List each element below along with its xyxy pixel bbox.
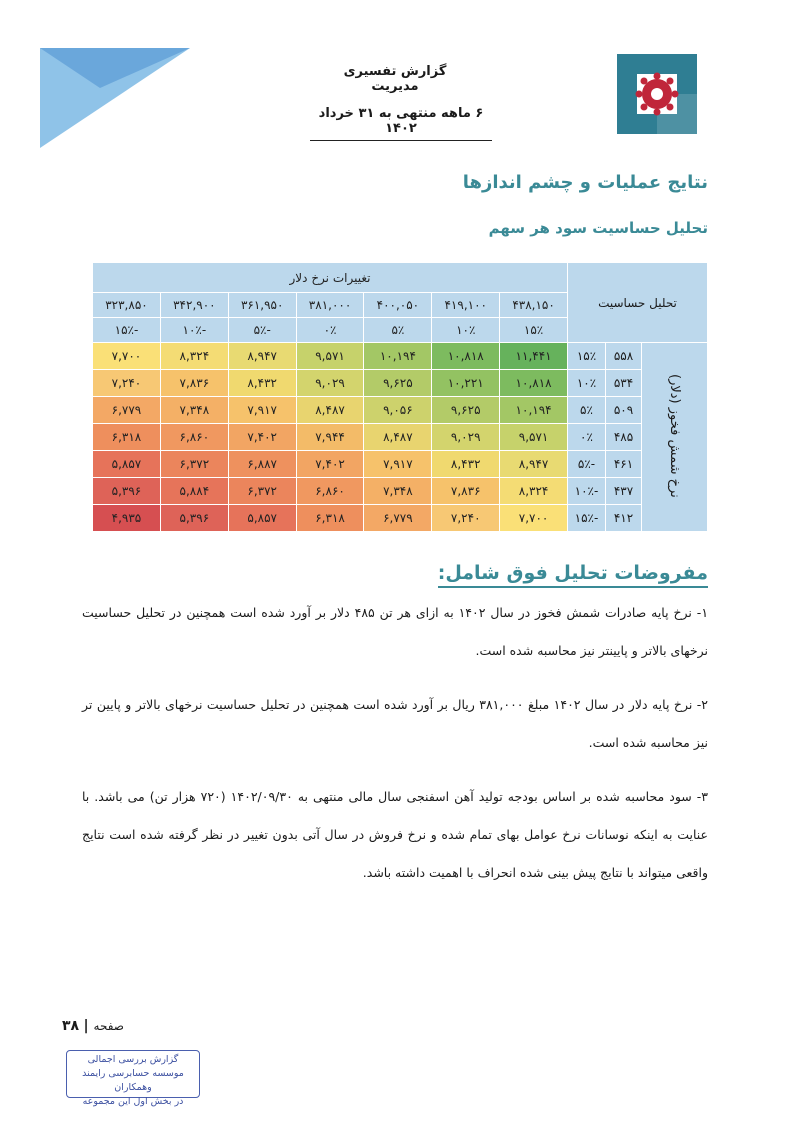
heatmap-cell: ۷,۳۴۸ bbox=[160, 397, 228, 424]
page-number: ۳۸ bbox=[62, 1018, 80, 1034]
heatmap-cell: ۶,۷۷۹ bbox=[93, 397, 161, 424]
heatmap-cell: ۹,۰۲۹ bbox=[296, 370, 364, 397]
heatmap-cell: ۷,۹۱۷ bbox=[228, 397, 296, 424]
heatmap-cell: ۶,۷۷۹ bbox=[364, 505, 432, 532]
heatmap-cell: ۹,۶۲۵ bbox=[364, 370, 432, 397]
table-row bbox=[93, 343, 708, 370]
column-value: ۳۲۳,۸۵۰ bbox=[93, 293, 161, 318]
column-pct: -۱۰٪ bbox=[160, 318, 228, 343]
heatmap-cell: ۹,۰۲۹ bbox=[432, 424, 500, 451]
heatmap-cell: ۷,۳۴۸ bbox=[364, 478, 432, 505]
heatmap-cell: ۱۰,۲۲۱ bbox=[432, 370, 500, 397]
sub-heading: تحلیل حساسیت سود هر سهم bbox=[488, 219, 708, 237]
column-pct: -۵٪ bbox=[228, 318, 296, 343]
heatmap-cell: ۸,۳۲۴ bbox=[500, 478, 568, 505]
report-period: ۶ ماهه منتهی به ۳۱ خرداد ۱۴۰۲ bbox=[310, 106, 492, 141]
heatmap-cell: ۷,۷۰۰ bbox=[93, 343, 161, 370]
assumption-paragraph-1: ۱- نرخ پایه صادرات شمش فخوز در سال ۱۴۰۲ به ازای هر تن ۴۸۵ دلار بر آورد شده است همچنین در تحلیل حساسیت نرخهای بالاتر و پایینتر نیز محاسبه شده است. bbox=[82, 605, 709, 658]
row-price: ۴۸۵ bbox=[606, 424, 642, 451]
heatmap-cell: ۱۰,۸۱۸ bbox=[432, 343, 500, 370]
column-pct: ۵٪ bbox=[364, 318, 432, 343]
table-row bbox=[93, 370, 708, 397]
heatmap-cell: ۷,۹۱۷ bbox=[364, 451, 432, 478]
row-group-label bbox=[642, 343, 708, 532]
heatmap-cell: ۹,۶۲۵ bbox=[432, 397, 500, 424]
table-row bbox=[93, 397, 708, 424]
heatmap-cell: ۷,۴۰۲ bbox=[296, 451, 364, 478]
heatmap-cell: ۱۰,۱۹۴ bbox=[500, 397, 568, 424]
heatmap-cell: ۷,۲۴۰ bbox=[93, 370, 161, 397]
heatmap-cell: ۸,۴۳۲ bbox=[228, 370, 296, 397]
heatmap-cell: ۷,۷۰۰ bbox=[500, 505, 568, 532]
heatmap-cell: ۱۰,۸۱۸ bbox=[500, 370, 568, 397]
table-row bbox=[93, 424, 708, 451]
column-value: ۴۳۸,۱۵۰ bbox=[500, 293, 568, 318]
heatmap-cell: ۵,۳۹۶ bbox=[160, 505, 228, 532]
table-corner-label: تحلیل حساسیت bbox=[568, 263, 708, 343]
stamp-line-3: در بخش اول این مجموعه bbox=[82, 1096, 184, 1107]
assumption-paragraph-2: ۲- نرخ پایه دلار در سال ۱۴۰۲ مبلغ ۳۸۱,۰۰۰ ریال بر آورد شده است همچنین در تحلیل حساسیت نرخهای بالاتر و پایین تر نیز محاسبه شده است. bbox=[82, 697, 708, 750]
row-pct: -۱۵٪ bbox=[568, 505, 606, 532]
column-value: ۳۸۱,۰۰۰ bbox=[296, 293, 364, 318]
column-pct: ۱۵٪ bbox=[500, 318, 568, 343]
heatmap-cell: ۹,۵۷۱ bbox=[500, 424, 568, 451]
heatmap-cell: ۶,۳۱۸ bbox=[296, 505, 364, 532]
heatmap-cell: ۶,۳۱۸ bbox=[93, 424, 161, 451]
sensitivity-table bbox=[92, 262, 708, 532]
row-pct: ۱۰٪ bbox=[568, 370, 606, 397]
heatmap-cell: ۷,۸۳۶ bbox=[432, 478, 500, 505]
stamp-line-1: گزارش بررسی اجمالی bbox=[87, 1054, 179, 1065]
row-price: ۴۶۱ bbox=[606, 451, 642, 478]
dollar-rate-group-label: تغییرات نرخ دلار bbox=[93, 263, 568, 293]
stamp-line-2: موسسه حسابرسی رایمند وهمکاران bbox=[82, 1068, 184, 1093]
column-value: ۴۰۰,۰۵۰ bbox=[364, 293, 432, 318]
heatmap-cell: ۵,۳۹۶ bbox=[93, 478, 161, 505]
heatmap-cell: ۸,۹۴۷ bbox=[228, 343, 296, 370]
heatmap-cell: ۱۰,۱۹۴ bbox=[364, 343, 432, 370]
heatmap-cell: ۴,۹۳۵ bbox=[93, 505, 161, 532]
heatmap-cell: ۸,۴۸۷ bbox=[364, 424, 432, 451]
row-price: ۵۵۸ bbox=[606, 343, 642, 370]
heatmap-cell: ۵,۸۵۷ bbox=[93, 451, 161, 478]
assumptions-heading: مفروضات تحلیل فوق شامل: bbox=[438, 562, 708, 588]
heatmap-cell: ۷,۹۴۴ bbox=[296, 424, 364, 451]
assumption-paragraph-3: ۳- سود محاسبه شده بر اساس بودجه تولید آهن اسفنجی سال مالی منتهی به ۱۴۰۲/۰۹/۳۰ (۷۲۰ هزار تن) می باشد. با عنایت به اینکه نوسانات نرخ عوامل بهای تمام شده و نرخ فروش در سال آتی بدون تغییر در نظر گرفته شده است نتایج واقعی میتواند با نتایج پیش بینی شده انحراف با اهمیت داشته باشد. bbox=[82, 789, 708, 880]
heatmap-cell: ۸,۴۸۷ bbox=[296, 397, 364, 424]
row-pct: -۱۰٪ bbox=[568, 478, 606, 505]
heatmap-cell: ۶,۸۶۰ bbox=[160, 424, 228, 451]
column-value: ۴۱۹,۱۰۰ bbox=[432, 293, 500, 318]
report-title: گزارش تفسیری مدیریت bbox=[343, 64, 447, 94]
heatmap-cell: ۷,۴۰۲ bbox=[228, 424, 296, 451]
section-heading: نتایج عملیات و چشم اندازها bbox=[462, 172, 708, 193]
row-pct: ۱۵٪ bbox=[568, 343, 606, 370]
row-price: ۴۳۷ bbox=[606, 478, 642, 505]
table-row bbox=[93, 451, 708, 478]
row-price: ۵۳۴ bbox=[606, 370, 642, 397]
heatmap-cell: ۶,۳۷۲ bbox=[160, 451, 228, 478]
row-price: ۴۱۲ bbox=[606, 505, 642, 532]
row-pct: ۰٪ bbox=[568, 424, 606, 451]
table-row bbox=[93, 478, 708, 505]
row-group-label-text: نرخ شمش فخوز (دلار) bbox=[667, 373, 682, 498]
table-row bbox=[93, 505, 708, 532]
heatmap-cell: ۶,۳۷۲ bbox=[228, 478, 296, 505]
heatmap-cell: ۷,۸۳۶ bbox=[160, 370, 228, 397]
corner-decoration bbox=[40, 48, 190, 148]
row-pct: ۵٪ bbox=[568, 397, 606, 424]
heatmap-cell: ۹,۵۷۱ bbox=[296, 343, 364, 370]
auditor-stamp bbox=[66, 1050, 200, 1107]
heatmap-cell: ۵,۸۵۷ bbox=[228, 505, 296, 532]
heatmap-cell: ۵,۸۸۴ bbox=[160, 478, 228, 505]
heatmap-cell: ۱۱,۴۴۱ bbox=[500, 343, 568, 370]
heatmap-cell: ۹,۰۵۶ bbox=[364, 397, 432, 424]
company-logo bbox=[607, 44, 707, 144]
page-footer: ۳۸ | صفحه bbox=[62, 1018, 124, 1034]
column-pct: -۱۵٪ bbox=[93, 318, 161, 343]
row-pct: -۵٪ bbox=[568, 451, 606, 478]
heatmap-cell: ۸,۹۴۷ bbox=[500, 451, 568, 478]
heatmap-cell: ۶,۸۶۰ bbox=[296, 478, 364, 505]
page-word: صفحه bbox=[93, 1019, 124, 1033]
column-value: ۳۴۲,۹۰۰ bbox=[160, 293, 228, 318]
row-price: ۵۰۹ bbox=[606, 397, 642, 424]
heatmap-cell: ۸,۳۲۴ bbox=[160, 343, 228, 370]
column-value: ۳۶۱,۹۵۰ bbox=[228, 293, 296, 318]
column-pct: ۰٪ bbox=[296, 318, 364, 343]
heatmap-cell: ۸,۴۳۲ bbox=[432, 451, 500, 478]
heatmap-cell: ۶,۸۸۷ bbox=[228, 451, 296, 478]
column-pct: ۱۰٪ bbox=[432, 318, 500, 343]
heatmap-cell: ۷,۲۴۰ bbox=[432, 505, 500, 532]
